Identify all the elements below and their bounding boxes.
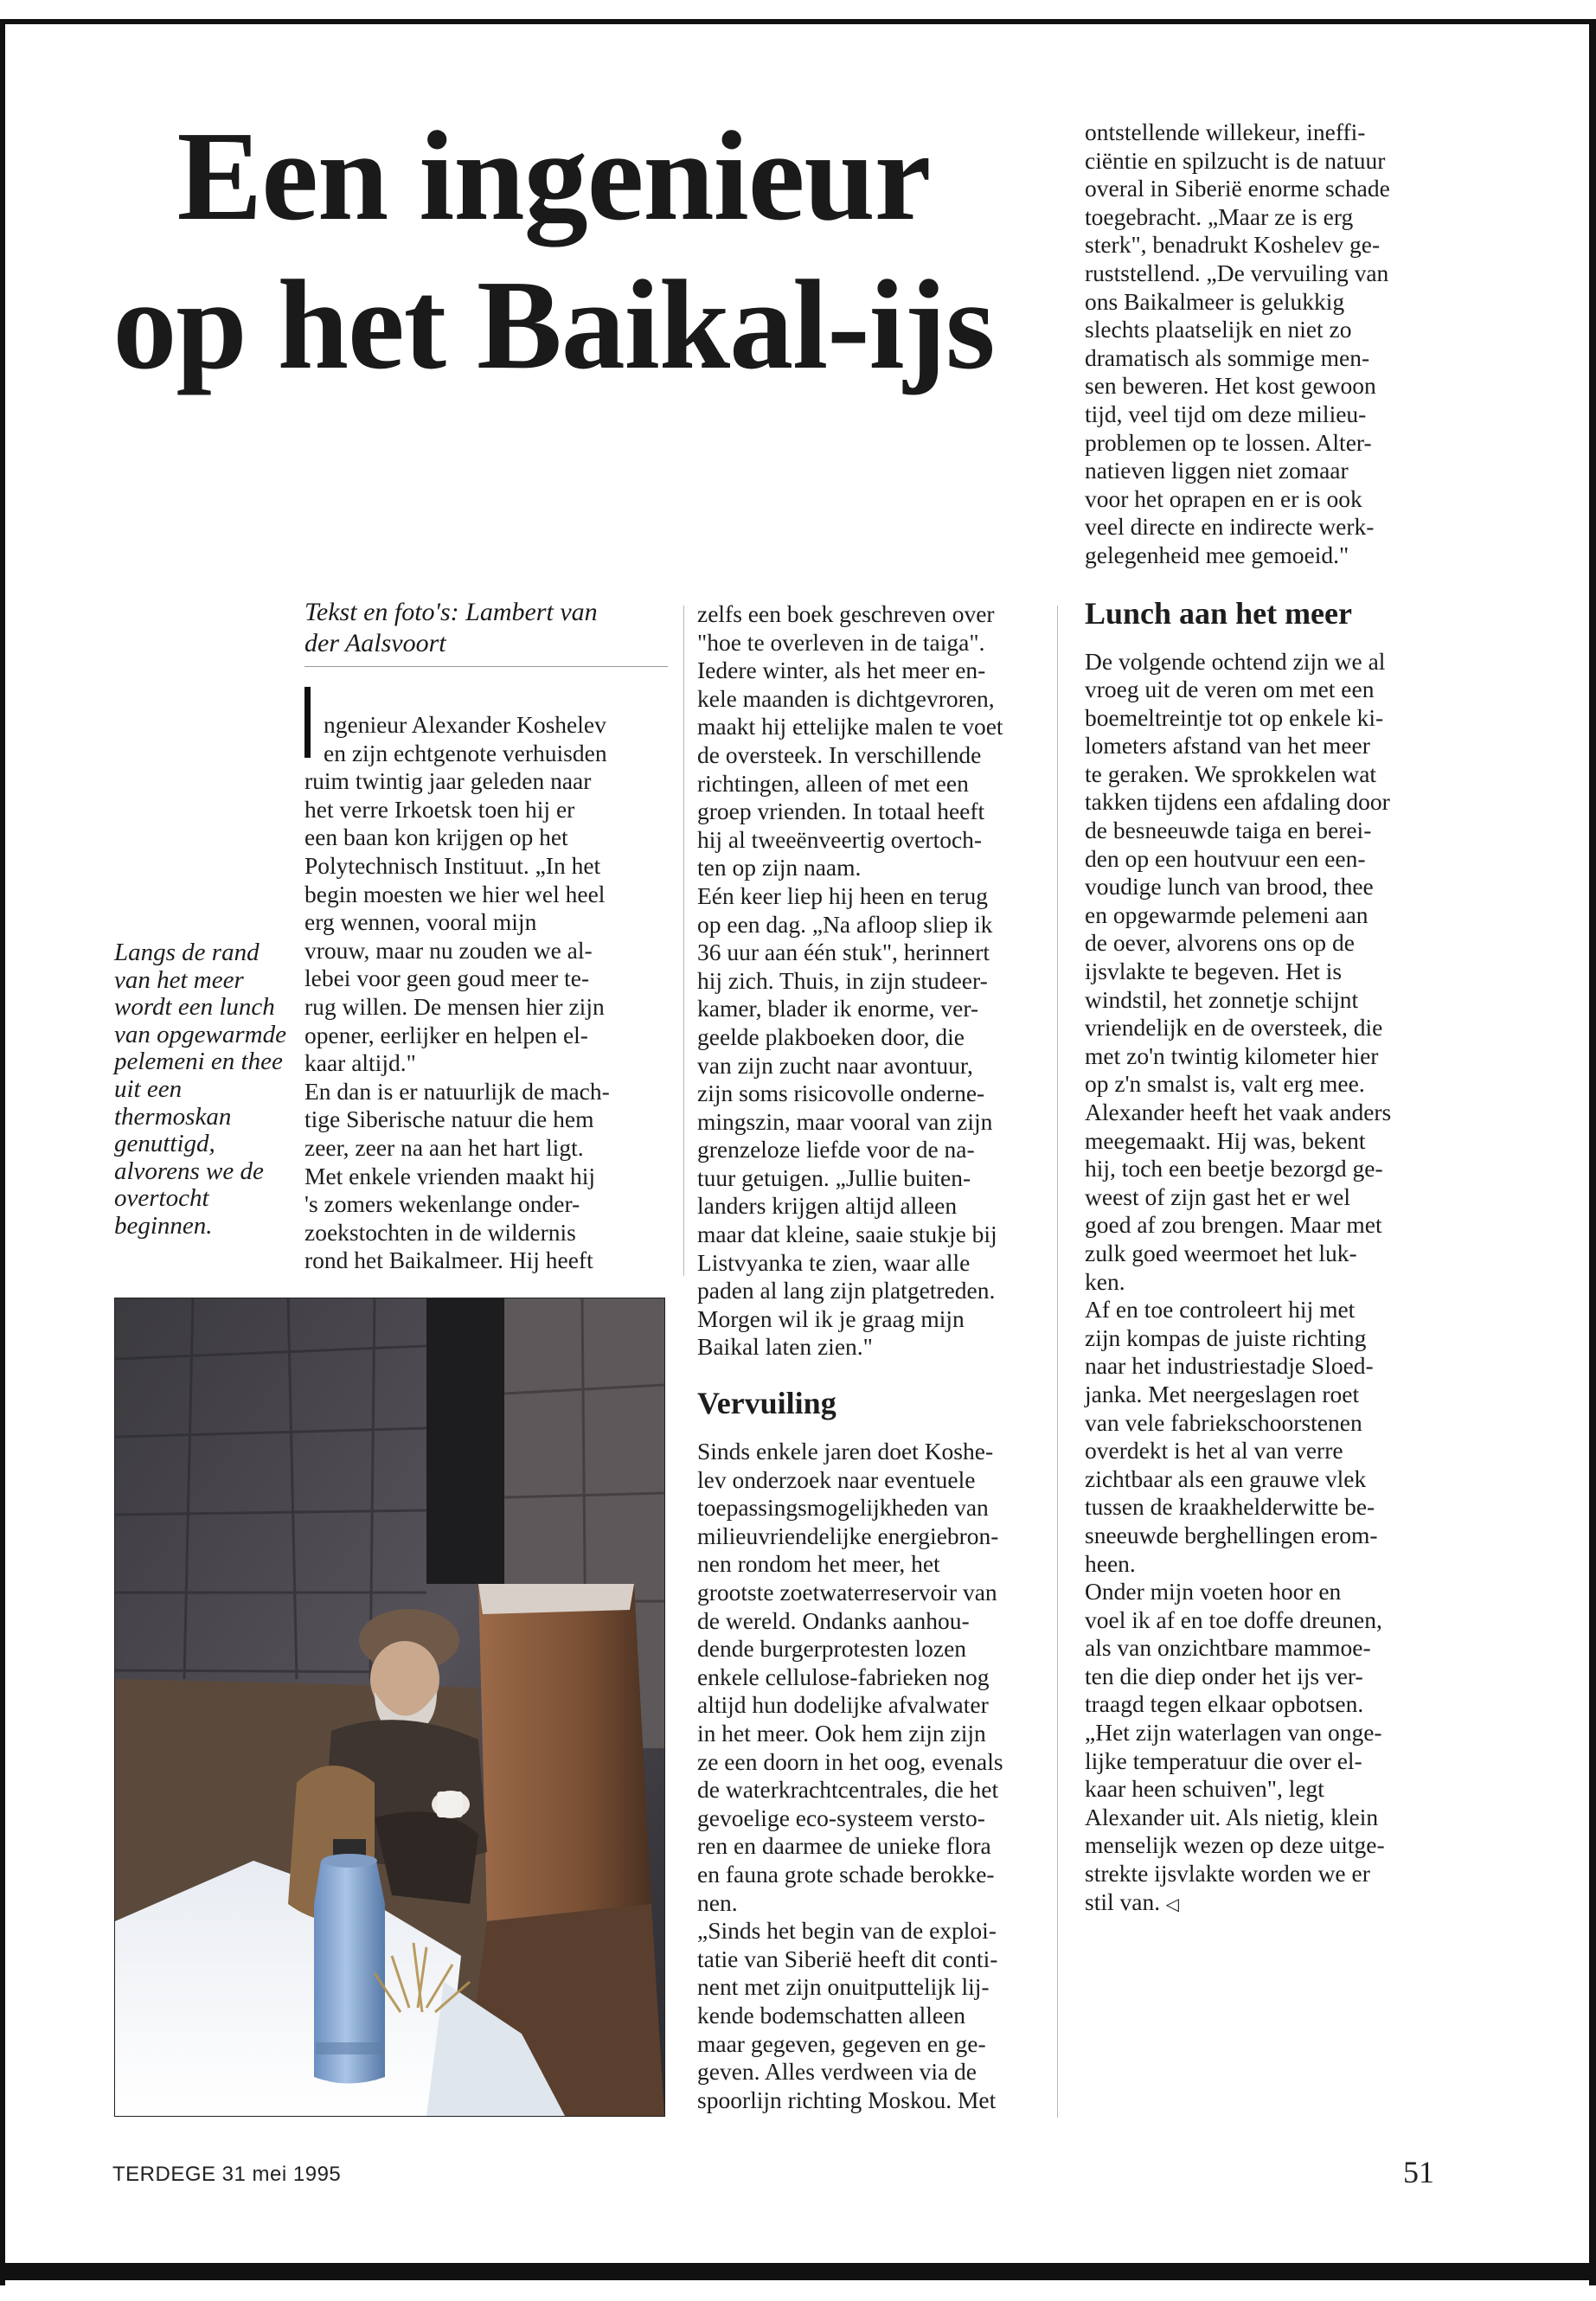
text-line: ze een doorn in het oog, evenals	[697, 1747, 1003, 1775]
text-line: de wereld. Ondanks aanhou-	[697, 1606, 970, 1634]
text-line: toepassingsmogelijkheden van	[697, 1494, 989, 1522]
text-line: rug willen. De mensen hier zijn	[304, 992, 605, 1020]
column-divider-1	[683, 606, 684, 1276]
text-line: geven. Alles verdween via de	[697, 2058, 977, 2086]
text-line: richtingen, alleen of met een	[697, 769, 969, 797]
text-line: ngenieur Alexander Koshelev	[324, 711, 606, 738]
text-line: En dan is er natuurlijk de mach-	[304, 1077, 610, 1105]
text-line: naar het industriestadje Sloed-	[1085, 1352, 1374, 1380]
text-line: menselijk wezen op deze uitge-	[1085, 1831, 1385, 1859]
text-line: de waterkrachtcentrales, die het	[697, 1776, 999, 1804]
text-line: groep vrienden. In totaal heeft	[697, 798, 985, 825]
text-line: Polytechnisch Instituut. „In het	[304, 851, 601, 879]
text-line: traagd tegen elkaar opbotsen.	[1085, 1690, 1364, 1718]
text-line: lijke temperatuur die over el-	[1085, 1747, 1362, 1774]
text-line: sen beweren. Het kost gewoon	[1085, 372, 1376, 400]
text-line: milieuvriendelijke energiebron-	[697, 1522, 999, 1549]
text-line: veel directe en indirecte werk-	[1085, 513, 1375, 541]
text-line: Listvyanka te zien, waar alle	[697, 1248, 971, 1276]
text-line: ciëntie en spilzucht is de natuur	[1085, 146, 1386, 174]
text-line: hij al tweeënveertig overtoch-	[697, 825, 983, 853]
text-line: zijn soms risicovolle onderne-	[697, 1080, 985, 1107]
text-line: de besneeuwde taiga en berei-	[1085, 817, 1372, 844]
text-line: ons Baikalmeer is gelukkig	[1085, 287, 1345, 315]
headline-line-2: op het Baikal-ijs	[112, 254, 995, 396]
text-line: „Het zijn waterlagen van onge-	[1085, 1719, 1382, 1747]
text-line: ten op zijn naam.	[697, 854, 862, 881]
text-line: mingszin, maar vooral van zijn	[697, 1107, 993, 1135]
text-line: rond het Baikalmeer. Hij heeft	[304, 1247, 593, 1274]
text-line: van zijn zucht naar avontuur,	[697, 1051, 973, 1079]
text-line: dende burgerprotesten lozen	[697, 1635, 967, 1663]
text-line: vrouw, maar nu zouden we al-	[304, 936, 593, 964]
text-line: sneeuwde berghellingen erom-	[1085, 1521, 1378, 1548]
text-line: hij zich. Thuis, in zijn studeer-	[697, 966, 988, 994]
page-number: 51	[1403, 2155, 1434, 2189]
text-line: meegemaakt. Hij was, bekent	[1085, 1126, 1366, 1154]
text-line: te geraken. We sprokkelen wat	[1085, 760, 1377, 787]
text-line: tijd, veel tijd om deze milieu-	[1085, 400, 1367, 427]
text-line: Met enkele vrienden maakt hij	[304, 1162, 595, 1189]
text-line: tuur getuigen. „Jullie buiten-	[697, 1163, 971, 1191]
byline-divider	[304, 666, 668, 667]
text-line: overdekt is het al van verre	[1085, 1437, 1343, 1465]
text-line: geelde plakboeken door, die	[697, 1022, 965, 1050]
text-line: kele maanden is dichtgevroren,	[697, 684, 995, 712]
text-line: zichtbaar als een grauwe vlek	[1085, 1465, 1367, 1492]
article-headline	[95, 102, 1012, 400]
subhead-lunch-aan-het-meer: Lunch aan het meer	[1085, 595, 1352, 631]
text-line: gevoelige eco-systeem versto-	[697, 1804, 985, 1831]
text-line: strekte ijsvlakte worden we er	[1085, 1860, 1370, 1888]
text-line: maakt hij ettelijke malen te voet	[697, 713, 1003, 740]
text-line: Alexander heeft het vaak anders	[1085, 1099, 1392, 1125]
text-line: 's zomers wekenlange onder-	[304, 1190, 580, 1218]
article-column-2	[697, 600, 1043, 2114]
text-line: opener, eerlijker en helpen el-	[304, 1021, 588, 1048]
text-line: Onder mijn voeten hoor en	[1085, 1578, 1342, 1606]
text-line: problemen op te lossen. Alter-	[1085, 428, 1372, 456]
text-line: kende bodemschatten alleen	[697, 2001, 966, 2029]
text-line: op z'n smalst is, valt erg mee.	[1085, 1070, 1365, 1098]
text-line: nen rondom het meer, het	[697, 1550, 940, 1578]
text-line: met zo'n twintig kilometer hier	[1085, 1042, 1379, 1069]
headline-line-1: Een ingenieur	[176, 106, 931, 247]
footer-publication: TERDEGE 31 mei 1995	[112, 2163, 342, 2186]
text-line: zulk goed weermoet het luk-	[1085, 1239, 1357, 1266]
text-line: boemeltreintje tot op enkele ki-	[1085, 703, 1384, 731]
photo-caption: Langs de rand van het meer wordt een lunch van opgewarmde pelemeni en thee uit een thermoskan genuttigd, alvorens we de overtocht beginnen.	[114, 939, 286, 1240]
column-divider-2	[1057, 606, 1058, 2118]
text-line: altijd hun dodelijke afvalwater	[697, 1691, 989, 1719]
text-line: den op een houtvuur een een-	[1085, 844, 1366, 872]
text-line: Sinds enkele jaren doet Koshe-	[697, 1438, 994, 1465]
text-line: dramatisch als sommige men-	[1085, 343, 1370, 371]
text-line: lev onderzoek naar eventuele	[697, 1465, 976, 1493]
text-line: begin moesten we hier wel heel	[304, 880, 606, 907]
text-line: "hoe te overleven in de taiga".	[697, 628, 985, 656]
text-line: vroeg uit de veren om met een	[1085, 676, 1375, 703]
text-line: gelegenheid mee gemoeid."	[1085, 541, 1349, 568]
text-line: takken tijdens een afdaling door	[1085, 788, 1390, 816]
text-line: grenzeloze liefde voor de na-	[697, 1136, 975, 1163]
text-line: overal in Siberië enorme schade	[1085, 175, 1390, 202]
text-line: van vele fabriekschoorstenen	[1085, 1408, 1362, 1436]
text-line: sterk", benadrukt Koshelev ge-	[1085, 231, 1381, 259]
text-line: ruststellend. „De vervuiling van	[1085, 259, 1389, 286]
text-line: tussen de kraakhelderwitte be-	[1085, 1493, 1375, 1521]
byline: Tekst en foto's: Lambert van der Aalsvoort	[304, 598, 598, 657]
text-line: het verre Irkoetsk toen hij er	[304, 795, 575, 823]
text-line: weest of zijn gast het er wel	[1085, 1183, 1350, 1210]
text-line: stil van. ◁	[1085, 1888, 1179, 1915]
text-line: enkele cellulose-fabrieken nog	[697, 1663, 990, 1690]
text-line: zelfs een boek geschreven over	[697, 600, 995, 627]
column-2-text-b	[697, 1438, 1043, 2114]
text-line: kamer, blader ik enorme, ver-	[697, 995, 979, 1022]
text-line: lebei voor geen goud meer te-	[304, 965, 590, 992]
text-line: toegebracht. „Maar ze is erg	[1085, 202, 1354, 230]
page-border-top	[0, 19, 1596, 24]
text-line: hij, toch een beetje bezorgd ge-	[1085, 1155, 1383, 1183]
text-line: ren en daarmee de unieke flora	[697, 1832, 991, 1860]
column-3-text-b	[1085, 648, 1448, 1919]
text-line: en zijn echtgenote verhuisden	[324, 739, 607, 766]
text-line: de oever, alvorens ons op de	[1085, 929, 1355, 957]
text-line: Af en toe controleert hij met	[1085, 1296, 1356, 1324]
text-line: landers krijgen altijd alleen	[697, 1192, 958, 1220]
text-line: voel ik af en toe doffe dreunen,	[1085, 1606, 1382, 1633]
text-line: Iedere winter, als het meer en-	[697, 657, 986, 684]
text-line: op een dag. „Na afloop sliep ik	[697, 910, 993, 938]
text-line: spoorlijn richting Moskou. Met	[697, 2086, 997, 2113]
text-line: natieven liggen niet zomaar	[1085, 457, 1349, 484]
column-3-text-a	[1085, 119, 1448, 570]
text-line: Alexander uit. Als nietig, klein	[1085, 1803, 1379, 1830]
text-line: ijsvlakte te begeven. Het is	[1085, 958, 1343, 985]
page-border-bottom	[0, 2263, 1596, 2280]
text-line: tatie van Siberië heeft dit conti-	[697, 1945, 998, 1972]
text-line: ontstellende willekeur, ineffi-	[1085, 119, 1366, 145]
text-line: een baan kon krijgen op het	[304, 824, 568, 851]
text-line: De volgende ochtend zijn we al	[1085, 647, 1386, 675]
text-line: vriendelijk en de oversteek, die	[1085, 1014, 1383, 1042]
text-line: in het meer. Ook hem zijn zijn	[697, 1719, 986, 1747]
text-line: maar gegeven, gegeven en ge-	[697, 2029, 986, 2057]
photo-man-with-thermos	[115, 1298, 664, 2116]
text-line: 36 uur aan één stuk", herinnert	[697, 939, 990, 966]
text-line: tige Siberische natuur die hem	[304, 1106, 594, 1133]
text-line: slechts plaatselijk en niet zo	[1085, 316, 1352, 343]
article-column-1	[304, 711, 668, 1275]
text-line: voudige lunch van brood, thee	[1085, 873, 1374, 901]
column-2-text-a	[697, 600, 1043, 1362]
text-line: heen.	[1085, 1549, 1136, 1577]
text-line: paden al lang zijn platgetreden.	[697, 1277, 996, 1304]
text-line: ken.	[1085, 1267, 1125, 1295]
text-line: Morgen wil ik je graag mijn	[697, 1304, 965, 1332]
end-of-article-mark: ◁	[1160, 1893, 1179, 1914]
text-line: als van onzichtbare mammoe-	[1085, 1634, 1371, 1662]
text-line: ruim twintig jaar geleden naar	[304, 767, 592, 795]
text-line: windstil, het zonnetje schijnt	[1085, 985, 1359, 1013]
subhead-vervuiling: Vervuiling	[697, 1386, 836, 1421]
text-line: janka. Met neergeslagen roet	[1085, 1380, 1360, 1407]
text-line: nent met zijn onuitputtelijk lij-	[697, 1973, 990, 2001]
article-column-3	[1085, 119, 1448, 1918]
text-line: zeer, zeer na aan het hart ligt.	[304, 1133, 584, 1161]
text-line: zijn kompas de juiste richting	[1085, 1324, 1367, 1351]
text-line: en fauna grote schade berokke-	[697, 1860, 995, 1888]
text-line: zoekstochten in de wildernis	[304, 1218, 576, 1246]
text-line: ten die diep onder het ijs ver-	[1085, 1662, 1363, 1689]
text-line: de oversteek. In verschillende	[697, 740, 982, 768]
text-line: goed af zou brengen. Maar met	[1085, 1211, 1382, 1239]
page-border-left	[0, 19, 5, 2285]
text-line: voor het oprapen en er is ook	[1085, 484, 1362, 512]
text-line: Eén keer liep hij heen en terug	[697, 881, 988, 909]
page-border-right	[1589, 19, 1596, 2285]
text-line: erg wennen, vooral mijn	[304, 908, 537, 936]
text-line: lometers afstand van het meer	[1085, 732, 1370, 760]
article-photo	[114, 1298, 665, 2117]
text-line: „Sinds het begin van de exploi-	[697, 1917, 997, 1945]
text-line: Baikal laten zien."	[697, 1333, 873, 1361]
text-line: grootste zoetwaterreservoir van	[697, 1579, 997, 1606]
text-line: kaar heen schuiven", legt	[1085, 1775, 1324, 1803]
text-line: nen.	[697, 1888, 738, 1916]
text-line: en opgewarmde pelemeni aan	[1085, 901, 1368, 928]
text-line: maar dat kleine, saaie stukje bij	[697, 1221, 997, 1248]
text-line: kaar altijd."	[304, 1049, 416, 1077]
